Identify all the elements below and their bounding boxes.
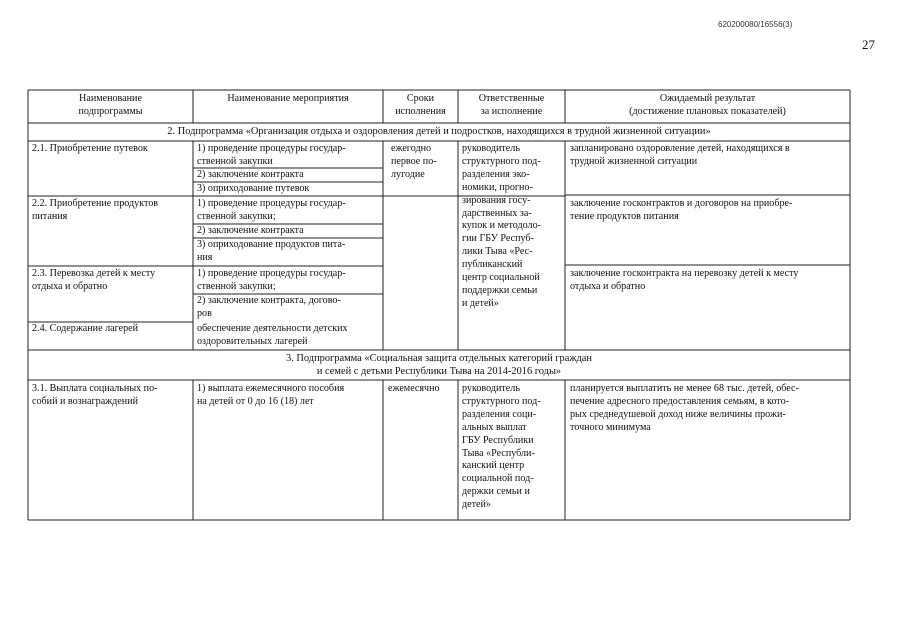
document-id: 620200080/16556(3) bbox=[718, 20, 793, 29]
header-activity: Наименование мероприятия bbox=[227, 93, 349, 104]
row-2-3-activity-2: 2) заключение контракта, догово- ров bbox=[197, 295, 341, 319]
page-number: 27 bbox=[862, 37, 875, 52]
row-2-3-activity-1: 1) проведение процедуры государ- ственной закупки; bbox=[197, 268, 346, 292]
row-2-4-activity-1: обеспечение деятельности детских оздоровительных лагерей bbox=[197, 323, 348, 347]
header-deadlines: Сроки исполнения bbox=[395, 93, 446, 117]
row-3-1-result: планируется выплатить не менее 68 тыс. детей, обес- печение адресного предоставления семьям, в кото- рых среднедушевой доход ниже величины прожи- точного минимума bbox=[570, 383, 799, 433]
row-3-1-deadline: ежемесячно bbox=[388, 383, 440, 394]
section3-title: 3. Подпрограмма «Социальная защита отдельных категорий граждан и семей с детьми Республики Тыва на 2014-2016 годы» bbox=[286, 353, 592, 377]
section2-deadline: ежегодно первое по- лугодие bbox=[391, 143, 437, 180]
row-3-1-responsible: руководитель структурного под- разделения соци- альных выплат ГБУ Республики Тыва «Республи- канский центр социальной под- держки семьи и детей» bbox=[462, 383, 541, 511]
row-2-3-result: заключение госконтракта на перевозку детей к месту отдыха и обратно bbox=[570, 268, 799, 292]
header-result: Ожидаемый результат (достижение плановых показателей) bbox=[629, 93, 786, 117]
row-2-3-name: 2.3. Перевозка детей к месту отдыха и обратно bbox=[32, 268, 156, 292]
row-2-2-result: заключение госконтрактов и договоров на приобре- тение продуктов питания bbox=[570, 198, 793, 222]
row-2-1-activity-2: 2) заключение контракта bbox=[197, 169, 304, 180]
row-2-2-activity-2: 2) заключение контракта bbox=[197, 225, 304, 236]
section2-title: 2. Подпрограмма «Организация отдыха и оздоровления детей и подростков, находящихся в трудной жизненной ситуации» bbox=[167, 126, 711, 137]
header-subprogram: Наименование подпрограммы bbox=[78, 93, 143, 117]
row-2-1-result: запланировано оздоровление детей, находящихся в трудной жизненной ситуации bbox=[570, 143, 790, 167]
row-2-1-name: 2.1. Приобретение путевок bbox=[32, 143, 148, 154]
row-2-4-name: 2.4. Содержание лагерей bbox=[32, 323, 139, 334]
row-3-1-activity: 1) выплата ежемесячного пособия на детей от 0 до 16 (18) лет bbox=[197, 383, 345, 407]
section2-responsible: руководитель структурного под- разделения эко- номики, прогно- зирования госу- дарственных за- купок и методоло- гии ГБУ Респуб- лики Тыва «Рес- публиканский центр социальной поддержки семьи и детей» bbox=[462, 143, 542, 309]
row-2-1-activity-1: 1) проведение процедуры государ- ственной закупки bbox=[197, 143, 346, 167]
row-2-1-activity-3: 3) оприходование путевок bbox=[197, 183, 310, 194]
row-3-1-name: 3.1. Выплата социальных по- собий и вознаграждений bbox=[32, 383, 158, 407]
row-2-2-activity-3: 3) оприходование продуктов пита- ния bbox=[197, 239, 346, 263]
header-responsible: Ответственные за исполнение bbox=[478, 93, 545, 117]
row-2-2-activity-1: 1) проведение процедуры государ- ственной закупки; bbox=[197, 198, 346, 222]
row-2-2-name: 2.2. Приобретение продуктов питания bbox=[32, 198, 159, 222]
